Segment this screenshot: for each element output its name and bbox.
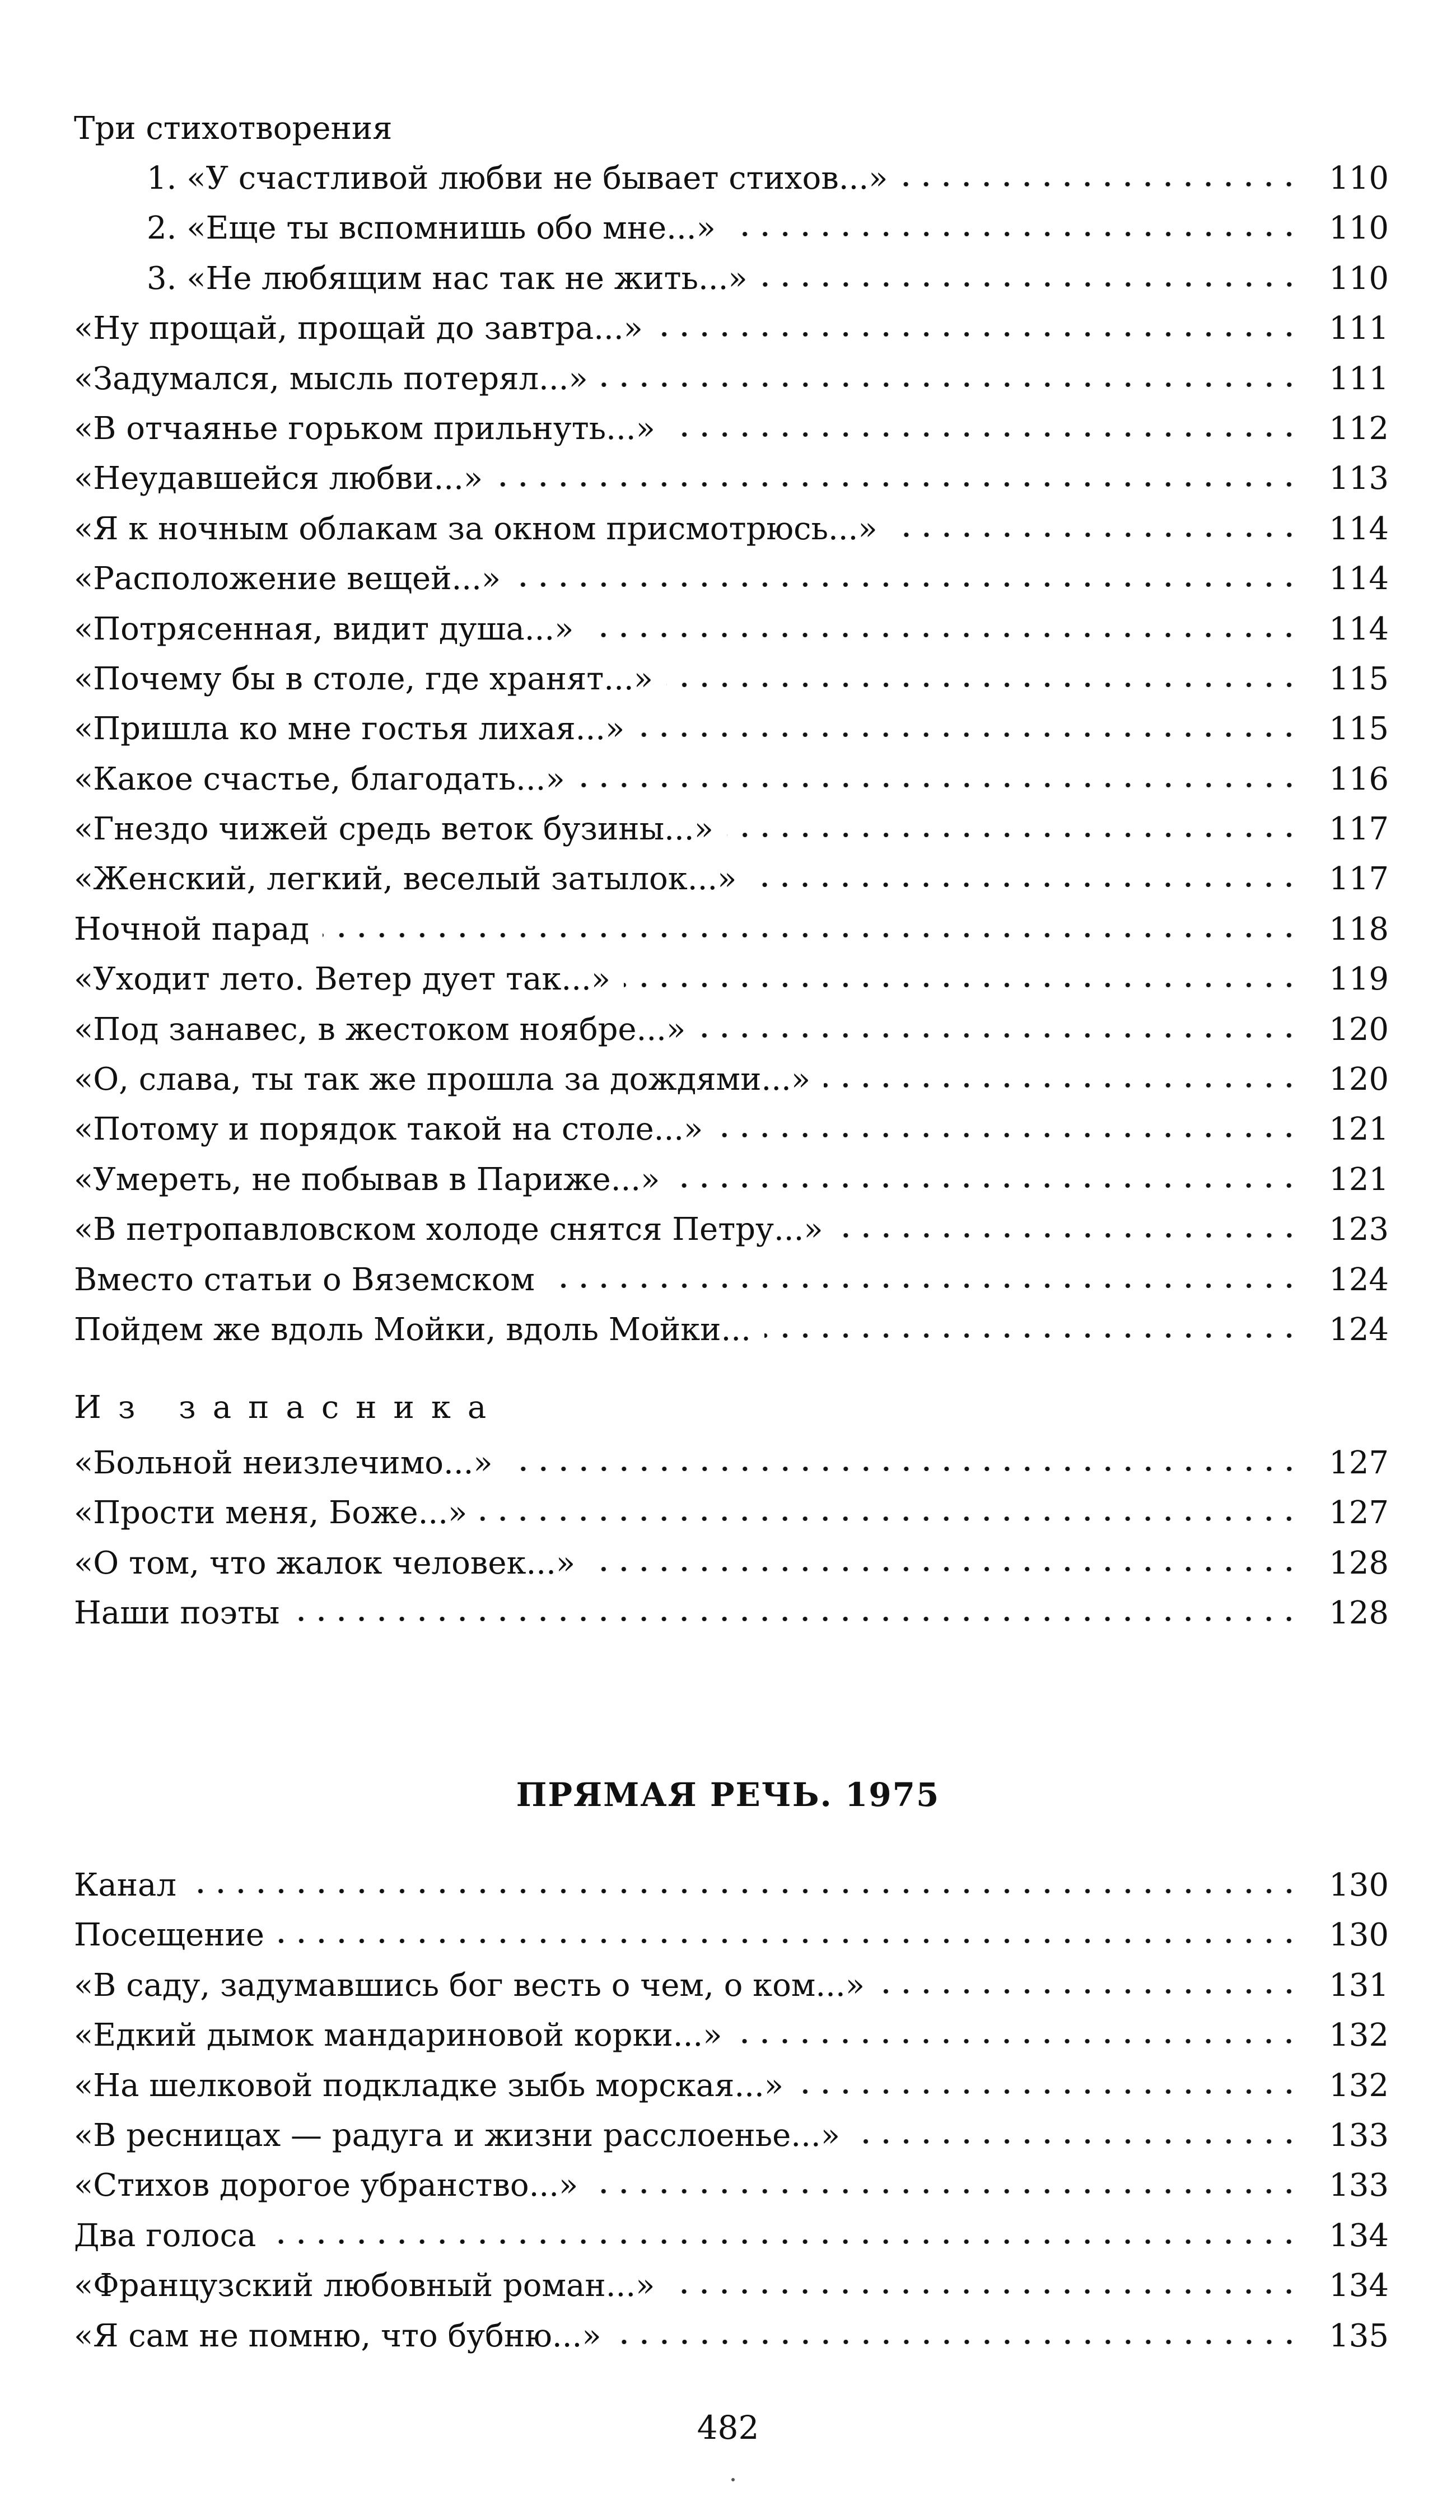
dot-leader <box>716 1123 1299 1140</box>
dot-leader <box>323 923 1299 940</box>
dot-leader <box>506 1457 1299 1473</box>
toc-entry <box>74 1255 1389 1305</box>
toc-entry <box>74 854 1389 904</box>
toc-entry-title: «Какое счастье, благодать...» <box>74 760 565 797</box>
toc-entry-page: 120 <box>1329 1011 1389 1048</box>
dot-leader <box>548 1273 1299 1290</box>
toc-entry <box>74 454 1389 503</box>
toc-entry-title: Вместо статьи о Вяземском <box>74 1261 535 1298</box>
dot-leader <box>853 2129 1299 2146</box>
toc-entry-page: 110 <box>1329 260 1389 297</box>
toc-entry-title: 2. «Еще ты вспомнишь обо мне...» <box>147 210 716 247</box>
toc-entry-title: «Гнездо чижей средь веток бузины...» <box>74 811 713 848</box>
toc-entry <box>74 2160 1389 2210</box>
toc-entry-title: «Женский, легкий, веселый затылок...» <box>74 861 737 898</box>
toc-entry <box>74 354 1389 404</box>
toc-entry-page: 130 <box>1329 1917 1389 1954</box>
toc-entry-title: Два голоса <box>74 2217 256 2254</box>
toc-entry-page: 121 <box>1329 1161 1389 1198</box>
toc-entry-title: Посещение <box>74 1917 265 1954</box>
toc-section-from-storeroom <box>74 1383 1389 1639</box>
toc-entry <box>74 304 1389 353</box>
toc-entry <box>74 554 1389 604</box>
toc-entry-page: 128 <box>1329 1595 1389 1632</box>
toc-entry <box>74 654 1389 704</box>
toc-entry-page: 111 <box>1329 310 1389 347</box>
toc-entry-page: 119 <box>1329 961 1389 998</box>
toc-entry <box>74 1005 1389 1054</box>
toc-entry <box>74 1205 1389 1254</box>
dot-leader <box>761 272 1299 289</box>
toc-entry <box>74 2010 1389 2060</box>
toc-list <box>74 1860 1389 2361</box>
toc-entry-title: Канал <box>74 1867 177 1903</box>
toc-entry-page: 111 <box>1329 360 1389 397</box>
toc-entry-title: Наши поэты <box>74 1595 280 1632</box>
toc-entry-title: «О том, что жалок человек...» <box>74 1544 576 1581</box>
toc-entry <box>74 254 1389 304</box>
toc-entry-page: 110 <box>1329 160 1389 197</box>
dot-leader <box>901 172 1299 189</box>
toc-entry-title: «Расположение вещей...» <box>74 561 501 598</box>
toc-entry-title: «Французский любовный роман...» <box>74 2267 655 2304</box>
toc-entry-title: «Под занавес, в жестоком ноябре...» <box>74 1011 686 1048</box>
toc-entry <box>74 1910 1389 1960</box>
toc-entry-page: 132 <box>1329 2067 1389 2104</box>
dot-leader <box>624 973 1299 990</box>
toc-group-heading: Из запасника <box>74 1389 503 1426</box>
toc-entry-page: 121 <box>1329 1111 1389 1148</box>
toc-entry <box>74 1538 1389 1588</box>
toc-entry <box>74 2261 1389 2311</box>
page-number: 482 <box>697 2409 759 2447</box>
toc-entry <box>74 754 1389 804</box>
toc-entry-page: 113 <box>1329 460 1389 497</box>
dot-leader <box>587 623 1299 640</box>
toc-entry-title: «Пришла ко мне гостья лихая...» <box>74 711 625 748</box>
toc-entry-title: 3. «Не любящим нас так не жить...» <box>147 260 748 297</box>
dot-leader <box>669 422 1299 439</box>
toc-entry-title: «В отчаянье горьком прильнуть...» <box>74 410 655 447</box>
toc-entry-page: 133 <box>1329 2117 1389 2154</box>
toc-entry-title: «Умереть, не побывав в Париже...» <box>74 1161 660 1198</box>
toc-entry-title: «Я сам не помню, что бубню...» <box>74 2317 601 2354</box>
dot-leader <box>190 1879 1299 1896</box>
toc-entry <box>74 1488 1389 1538</box>
toc-entry-page: 132 <box>1329 2017 1389 2054</box>
toc-entry-title: «Прости меня, Боже...» <box>74 1495 468 1532</box>
dot-leader <box>615 2330 1299 2346</box>
toc-entry-title: «Я к ночным облакам за окном присмотрюсь...» <box>74 510 878 547</box>
toc-entry-title: «Уходит лето. Ветер дует так...» <box>74 961 611 998</box>
toc-entry <box>74 1155 1389 1205</box>
toc-entry-title: «Потому и порядок такой на столе...» <box>74 1111 703 1148</box>
toc-entry-page: 114 <box>1329 610 1389 647</box>
dot-leader <box>480 1506 1299 1523</box>
toc-entry-title: «Ну прощай, прощай до завтра...» <box>74 310 643 347</box>
toc-entry-title: «Больной неизлечимо...» <box>74 1445 493 1481</box>
dot-leader <box>589 1557 1299 1574</box>
toc-entry-title: 1. «У счастливой любви не бывает стихов...» <box>147 160 888 197</box>
toc-entry <box>74 954 1389 1004</box>
toc-entry <box>74 804 1389 854</box>
toc-entry-page: 131 <box>1329 1967 1389 2004</box>
dot-leader <box>837 1223 1299 1240</box>
toc-entry-page: 120 <box>1329 1061 1389 1098</box>
dot-leader <box>578 773 1299 790</box>
dot-leader <box>269 2229 1299 2246</box>
toc-entry-page: 124 <box>1329 1311 1389 1348</box>
toc-entry-page: 116 <box>1329 760 1389 797</box>
dot-leader <box>591 2179 1299 2196</box>
toc-entry-page: 118 <box>1329 911 1389 948</box>
dot-leader <box>666 673 1299 689</box>
dot-leader <box>891 522 1299 539</box>
dot-leader <box>601 372 1299 389</box>
toc-entry <box>74 1588 1389 1638</box>
toc-entry-page: 115 <box>1329 660 1389 697</box>
toc-list <box>74 153 1389 1355</box>
toc-entry-title: «Почему бы в столе, где хранят...» <box>74 660 653 697</box>
toc-entry-title: «В саду, задумавшись бог весть о чем, о ком...» <box>74 1967 865 2004</box>
toc-entry-title: «Задумался, мысль потерял...» <box>74 360 588 397</box>
toc-entry <box>74 203 1389 253</box>
dot-leader <box>638 722 1299 739</box>
toc-entry <box>74 704 1389 754</box>
toc-group-heading: Три стихотворения <box>74 110 393 147</box>
dot-leader <box>797 2079 1299 2096</box>
toc-entry-page: 135 <box>1329 2317 1389 2354</box>
toc-section-direct-speech <box>74 1860 1389 2361</box>
toc-entry <box>74 904 1389 954</box>
toc-entry-page: 110 <box>1329 210 1389 247</box>
toc-entry <box>74 604 1389 654</box>
toc-entry-title: «Едкий дымок мандариновой корки...» <box>74 2017 722 2054</box>
toc-section-three-poems <box>74 104 1389 1355</box>
toc-entry-page: 134 <box>1329 2267 1389 2304</box>
toc-list <box>74 1438 1389 1639</box>
toc-entry-page: 114 <box>1329 561 1389 598</box>
dot-leader <box>735 2029 1299 2046</box>
toc-entry-page: 127 <box>1329 1445 1389 1481</box>
toc-entry-title: Пойдем же вдоль Мойки, вдоль Мойки... <box>74 1311 751 1348</box>
toc-entry-page: 117 <box>1329 861 1389 898</box>
toc-entry <box>74 1438 1389 1488</box>
toc-entry <box>74 2061 1389 2111</box>
toc-entry-page: 117 <box>1329 811 1389 848</box>
dot-leader <box>293 1607 1299 1623</box>
toc-entry-title: «На шелковой подкладке зыбь морская...» <box>74 2067 784 2104</box>
dot-leader <box>278 1929 1299 1945</box>
dot-leader <box>729 222 1299 239</box>
toc-entry-page: 130 <box>1329 1867 1389 1903</box>
toc-entry-title: «Потрясенная, видит душа...» <box>74 610 574 647</box>
dot-leader <box>496 472 1299 489</box>
dot-leader <box>656 322 1299 339</box>
toc-entry-title: «В ресницах — радуга и жизни расслоенье...» <box>74 2117 840 2154</box>
toc-entry-page: 134 <box>1329 2217 1389 2254</box>
dot-leader <box>699 1023 1299 1040</box>
dot-leader <box>824 1073 1299 1090</box>
toc-entry-page: 128 <box>1329 1544 1389 1581</box>
toc-entry-title: «В петропавловском холоде снятся Петру...» <box>74 1211 823 1248</box>
toc-entry-page: 112 <box>1329 410 1389 447</box>
toc-entry <box>74 1104 1389 1154</box>
section-title: ПРЯМАЯ РЕЧЬ. 1975 <box>516 1776 940 1814</box>
toc-entry-title: «Стихов дорогое убранство...» <box>74 2167 578 2204</box>
toc-entry <box>74 153 1389 203</box>
dot-leader <box>668 2279 1299 2296</box>
dot-leader <box>673 1173 1299 1190</box>
toc-entry-title: «Неудавшейся любви...» <box>74 460 483 497</box>
toc-entry <box>74 404 1389 454</box>
dot-leader <box>764 1323 1299 1340</box>
toc-entry <box>74 2211 1389 2261</box>
toc-entry <box>74 1305 1389 1355</box>
toc-entry <box>74 2311 1389 2361</box>
toc-entry-page: 124 <box>1329 1261 1389 1298</box>
toc-entry-page: 127 <box>1329 1495 1389 1532</box>
toc-entry <box>74 1054 1389 1104</box>
toc-entry <box>74 1961 1389 2010</box>
dot-leader <box>878 1979 1299 1996</box>
toc-entry-title: Ночной парад <box>74 911 310 948</box>
toc-entry-page: 133 <box>1329 2167 1389 2204</box>
toc-entry-title: «О, слава, ты так же прошла за дождями...» <box>74 1061 811 1098</box>
toc-entry <box>74 504 1389 554</box>
dot-leader <box>727 823 1299 839</box>
toc-entry <box>74 1860 1389 1910</box>
toc-entry-page: 115 <box>1329 711 1389 748</box>
toc-entry-page: 123 <box>1329 1211 1389 1248</box>
toc-entry <box>74 2111 1389 2160</box>
toc-entry-page: 114 <box>1329 510 1389 547</box>
dot-leader <box>750 872 1299 889</box>
print-speck <box>731 2478 735 2481</box>
dot-leader <box>514 572 1299 589</box>
